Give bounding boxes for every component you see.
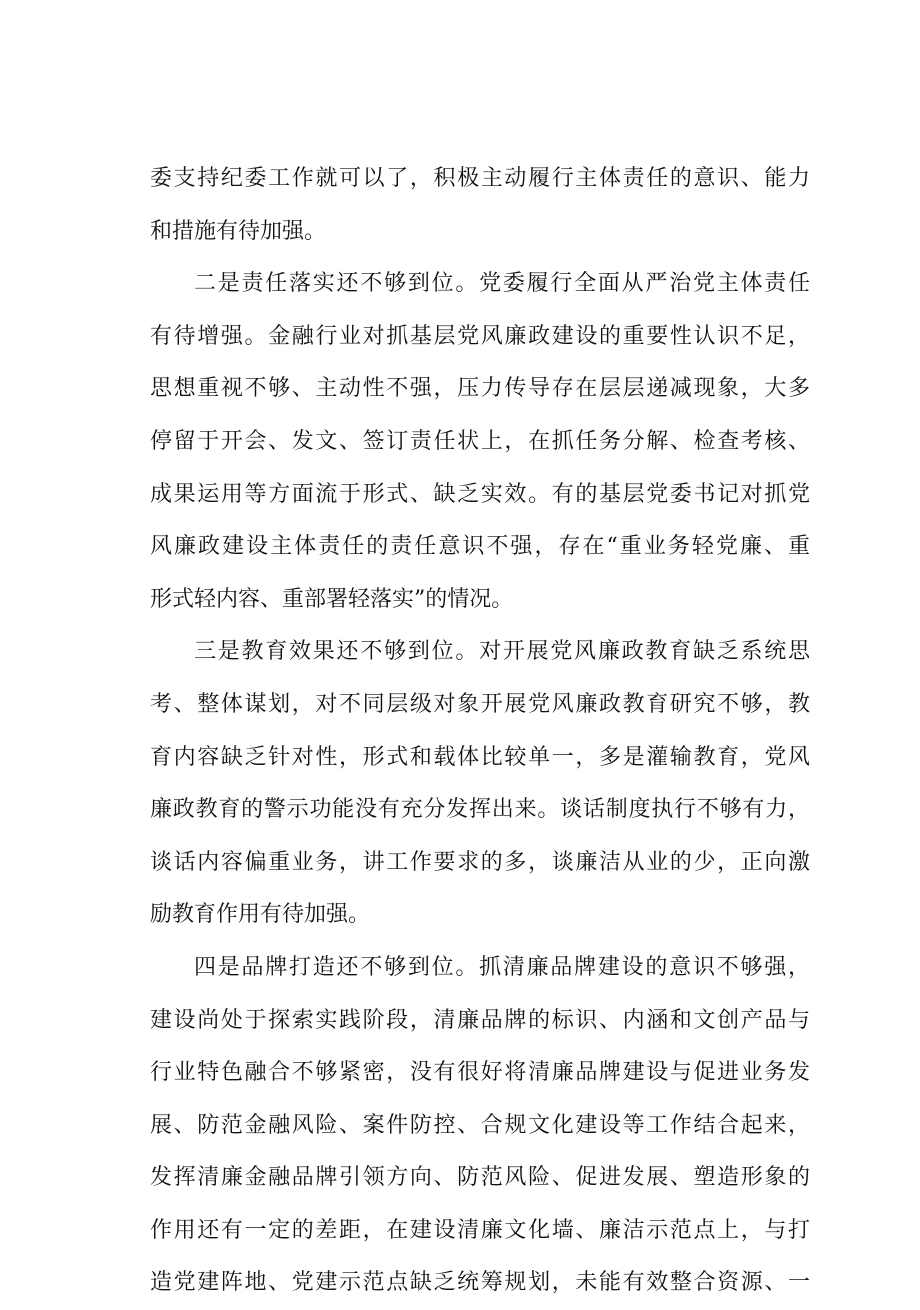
paragraph-line: 成果运用等方面流于形式、缺乏实效。有的基层党委书记对抓党 <box>150 481 810 507</box>
paragraph-line: 谈话内容偏重业务，讲工作要求的多，谈廉洁从业的少，正向激 <box>150 849 810 875</box>
paragraph-line: 展、防范金融风险、案件防控、合规文化建设等工作结合起来， <box>150 1112 810 1138</box>
paragraph-4 <box>150 942 810 1310</box>
paragraph-line: 廉政教育的警示功能没有充分发挥出来。谈话制度执行不够有力， <box>150 797 810 823</box>
paragraph-line: 建设尚处于探索实践阶段，清廉品牌的标识、内涵和文创产品与 <box>150 1007 810 1033</box>
paragraph-line: 形式轻内容、重部署轻落实”的情况。 <box>150 586 514 612</box>
paragraph-line: 育内容缺乏针对性，形式和载体比较单一，多是灌输教育，党风 <box>150 744 810 770</box>
paragraph-line: 作用还有一定的差距，在建设清廉文化墙、廉洁示范点上，与打 <box>150 1217 810 1243</box>
document-body <box>150 153 810 1310</box>
paragraph-1 <box>150 153 810 258</box>
paragraph-2 <box>150 258 810 626</box>
paragraph-line: 思想重视不够、主动性不强，压力传导存在层层递减现象，大多 <box>150 376 810 402</box>
paragraph-line: 发挥清廉金融品牌引领方向、防范风险、促进发展、塑造形象的 <box>150 1165 810 1191</box>
paragraph-line: 考、整体谋划，对不同层级对象开展党风廉政教育研究不够，教 <box>150 691 810 717</box>
paragraph-line: 风廉政建设主体责任的责任意识不强，存在“重业务轻党廉、重 <box>150 534 810 560</box>
paragraph-line: 三是教育效果还不够到位。对开展党风廉政教育缺乏系统思 <box>194 639 810 665</box>
paragraph-line: 有待增强。金融行业对抓基层党风廉政建设的重要性认识不足， <box>150 323 810 349</box>
paragraph-line: 停留于开会、发文、签订责任状上，在抓任务分解、检查考核、 <box>150 428 810 454</box>
paragraph-line: 四是品牌打造还不够到位。抓清廉品牌建设的意识不够强， <box>194 954 810 980</box>
paragraph-line: 委支持纪委工作就可以了，积极主动履行主体责任的意识、能力 <box>150 166 810 191</box>
paragraph-line: 行业特色融合不够紧密，没有很好将清廉品牌建设与促进业务发 <box>150 1060 810 1086</box>
paragraph-line: 造党建阵地、党建示范点缺乏统筹规划，未能有效整合资源、一 <box>150 1270 810 1296</box>
paragraph-line: 二是责任落实还不够到位。党委履行全面从严治党主体责任 <box>194 271 810 297</box>
paragraph-line: 和措施有待加强。 <box>150 218 327 244</box>
paragraph-line: 励教育作用有待加强。 <box>150 902 371 928</box>
paragraph-3 <box>150 626 810 942</box>
